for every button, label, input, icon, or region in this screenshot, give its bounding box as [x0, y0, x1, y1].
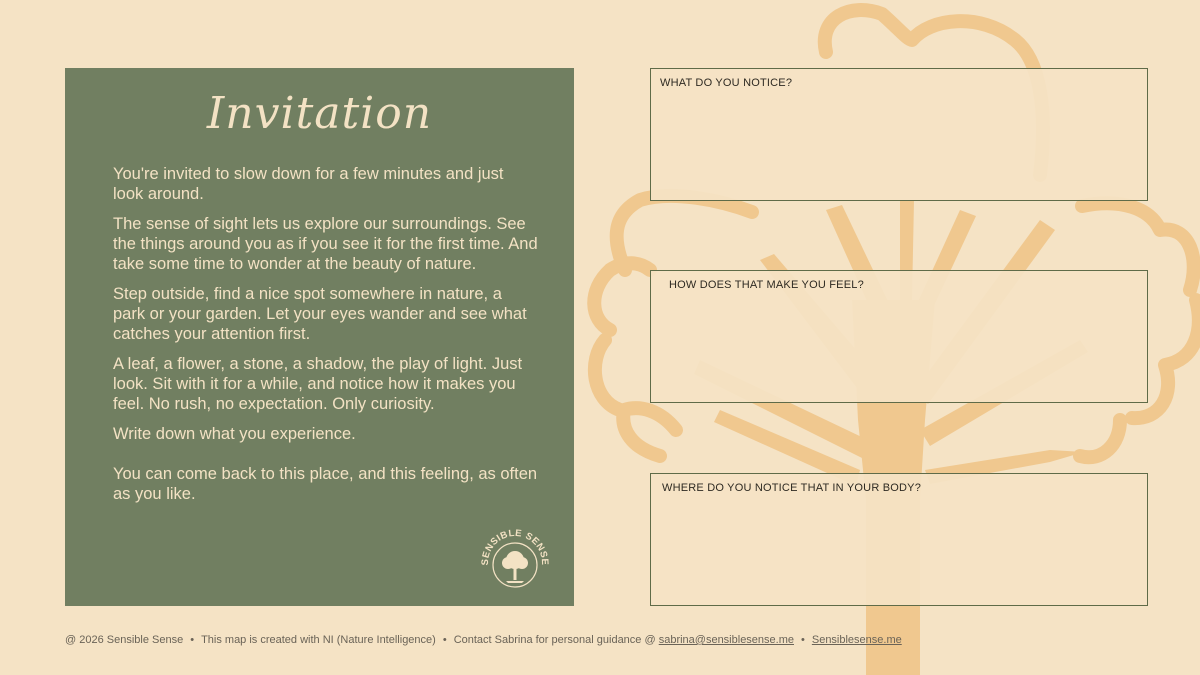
- invitation-paragraph: Step outside, find a nice spot somewhere in nature, a park or your garden. Let your eyes wander and see what catches your attention first.: [113, 285, 527, 343]
- body-answer-box[interactable]: [650, 473, 1148, 606]
- website-link[interactable]: Sensiblesense.me: [811, 634, 902, 646]
- map-note-text: This map is created with NI (Nature Intelligence): [201, 634, 436, 646]
- copyright-text: @ 2026 Sensible Sense: [65, 634, 184, 646]
- question-label: HOW DOES THAT MAKE YOU FEEL?: [669, 279, 864, 291]
- separator: •: [190, 634, 195, 646]
- sensible-sense-logo-icon: [478, 523, 552, 597]
- separator: •: [442, 634, 447, 646]
- invitation-panel: [65, 68, 574, 606]
- invitation-paragraph: You can come back to this place, and this feeling, as often as you like.: [113, 465, 538, 503]
- notice-answer-box[interactable]: [650, 68, 1148, 201]
- feel-answer-box[interactable]: [650, 270, 1148, 403]
- separator: •: [801, 634, 805, 646]
- footer: [65, 634, 902, 646]
- logo-text: SENSIBLE SENSE: [479, 527, 551, 566]
- invitation-paragraph: The sense of sight lets us explore our surroundings. See the things around you as if you see it for the first time. And take some time to wonder at the beauty of nature.: [113, 215, 538, 273]
- invitation-paragraph: Write down what you experience.: [113, 425, 356, 443]
- invitation-title: Invitation: [206, 88, 433, 139]
- email-link[interactable]: sabrina@sensiblesense.me: [658, 634, 794, 646]
- contact-text: Contact Sabrina for personal guidance @: [453, 634, 656, 646]
- question-label: WHERE DO YOU NOTICE THAT IN YOUR BODY?: [662, 482, 922, 494]
- invitation-paragraph: You're invited to slow down for a few minutes and just look around.: [113, 165, 504, 203]
- invitation-text: [113, 164, 538, 514]
- invitation-paragraph: A leaf, a flower, a stone, a shadow, the play of light. Just look. Sit with it for a while, and notice how it makes you feel. No rush, no expectation. Only curiosity.: [113, 355, 523, 413]
- question-label: WHAT DO YOU NOTICE?: [660, 77, 793, 89]
